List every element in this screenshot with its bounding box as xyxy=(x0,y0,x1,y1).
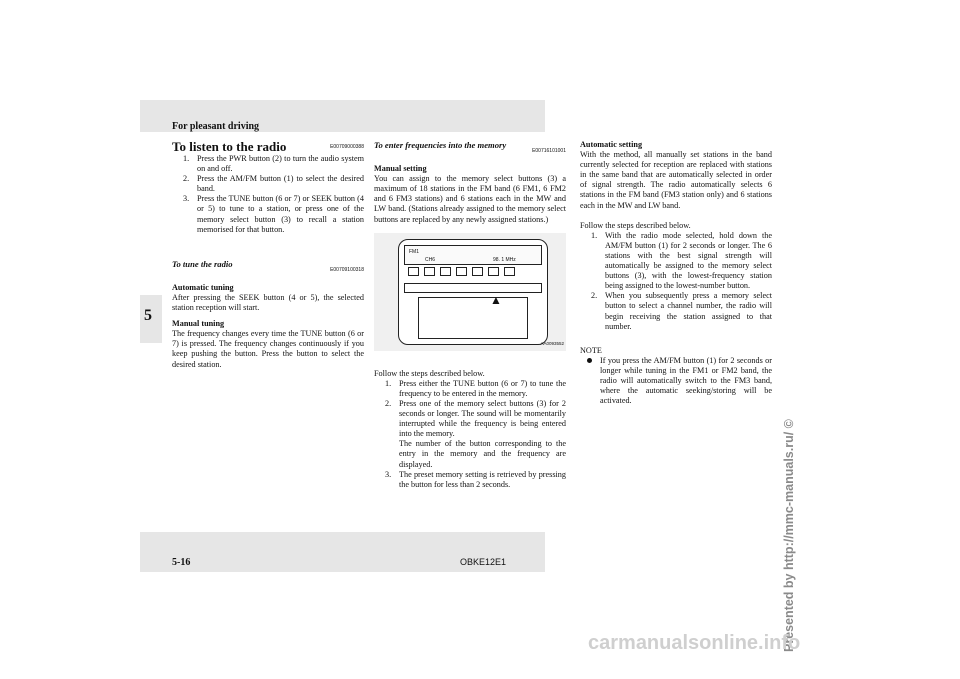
tune-heading: To tune the radio E00709100318 xyxy=(172,259,364,275)
radio-panel-figure xyxy=(374,233,566,351)
chapter-tab xyxy=(140,295,162,343)
list-item: 3. The preset memory setting is retrieved by pressing the button for less than 2 seconds. xyxy=(385,469,566,489)
list-item: 2. When you subsequently press a memory select button to select a channel number, the radio will begin receiving the station assigned to that number. xyxy=(591,291,772,331)
cd-slot xyxy=(404,283,542,293)
list-item: 3. Press the TUNE button (6 or 7) or SEEK button (4 or 5) to tune to a station, or press one of the memory select button (3) to recall a station memorised for that button. xyxy=(183,194,364,234)
manual-setting-heading: Manual setting xyxy=(374,164,427,174)
tune-heading-code: E00709100318 xyxy=(330,266,364,273)
bullet-icon xyxy=(587,358,592,363)
radio-steps xyxy=(172,154,364,235)
column-1 xyxy=(172,140,364,370)
manual-tuning-text: The frequency changes every time the TUNE button (6 or 7) is pressed. The frequency changes continuously if you keep pushing the button. Press the button to select the desired station. xyxy=(172,329,364,369)
auto-tuning-text: After pressing the SEEK button (4 or 5), the selected station reception will start. xyxy=(172,292,364,313)
manual-setting-text: You can assign to the memory select buttons (3) a maximum of 18 stations in the FM band (6 FM1, 6 FM2 and 6 FM3 stations) and 6 stations each in the MW and LW band. (Stations already assigned to the memory select buttons are replaced by any newly assigned stations.) xyxy=(374,174,566,224)
watermark-text: Presented by http://mmc-manuals.ru/ © xyxy=(782,419,796,652)
site-watermark: carmanualsonline.info xyxy=(588,632,801,654)
column-2 xyxy=(374,140,566,490)
list-item: 2. Press the AM/FM button (1) to select the desired band. xyxy=(183,174,364,194)
auto-setting-heading: Automatic setting xyxy=(580,140,643,149)
auto-steps xyxy=(580,231,772,332)
column-3 xyxy=(580,140,772,406)
memory-heading: To enter frequencies into the memory E00716101001 xyxy=(374,140,566,156)
page-number: 5-16 xyxy=(172,557,191,568)
memory-steps xyxy=(374,379,566,490)
doc-code: OBKE12E1 xyxy=(460,557,507,567)
note-item: If you press the AM/FM button (1) for 2 seconds or longer while tuning in the FM1 or FM2 band, the radio will automatically switch to the FM3 band, where the automatic seeking/storing will be activated. xyxy=(580,356,772,406)
manual-tuning-heading: Manual tuning xyxy=(172,319,225,329)
control-panel xyxy=(418,292,528,339)
auto-tuning-heading: Automatic tuning xyxy=(172,282,234,292)
list-item: 1. With the radio mode selected, hold down the AM/FM button (1) for 2 seconds or longer. The 6 stations with the best signal strength will automatically be assigned to the memory select buttons (3), with the lowest-frequency station being assigned to the lowest-number button. xyxy=(591,230,772,291)
follow-steps-text: Follow the steps described below. xyxy=(580,220,691,230)
figure-id: AA0093552 xyxy=(540,340,564,346)
display-band: FM1 xyxy=(409,248,419,255)
radio-title-code: E00709000388 xyxy=(330,144,364,150)
auto-setting-text: With the method, all manually set stations in the band currently selected for reception are replaced with stations in the same band that are automatically selected in order of signal strength. The radio automatically selects 6 stations in the FM band (FM3 station only) and 6 stations each in the MW and LW band. xyxy=(580,150,772,210)
pointer-arrow-icon: ▲ xyxy=(490,292,502,307)
section-title: For pleasant driving xyxy=(172,121,260,132)
note-label: NOTE xyxy=(580,345,602,355)
follow-steps-text: Follow the steps described below. xyxy=(374,368,485,378)
list-item: 1. Press the PWR button (2) to turn the audio system on and off. xyxy=(183,154,364,174)
radio-display xyxy=(404,245,542,265)
chapter-number: 5 xyxy=(144,307,152,324)
display-channel: CH6 xyxy=(425,256,436,263)
list-item: 2. Press one of the memory select buttons (3) for 2 seconds or longer. The sound will be momentarily interrupted while the frequency is being entered into the memory. The number of the button corresponding to the entry in the memory and the frequency are displayed. xyxy=(385,398,566,469)
radio-title: To listen to the radio E00709000388 xyxy=(172,139,364,154)
memory-buttons xyxy=(408,267,536,275)
display-frequency: 98. 1 MHz xyxy=(493,256,516,263)
memory-heading-code: E00716101001 xyxy=(532,148,566,154)
list-item: 1. Press either the TUNE button (6 or 7) to tune the frequency to be entered in the memory. xyxy=(385,378,566,398)
